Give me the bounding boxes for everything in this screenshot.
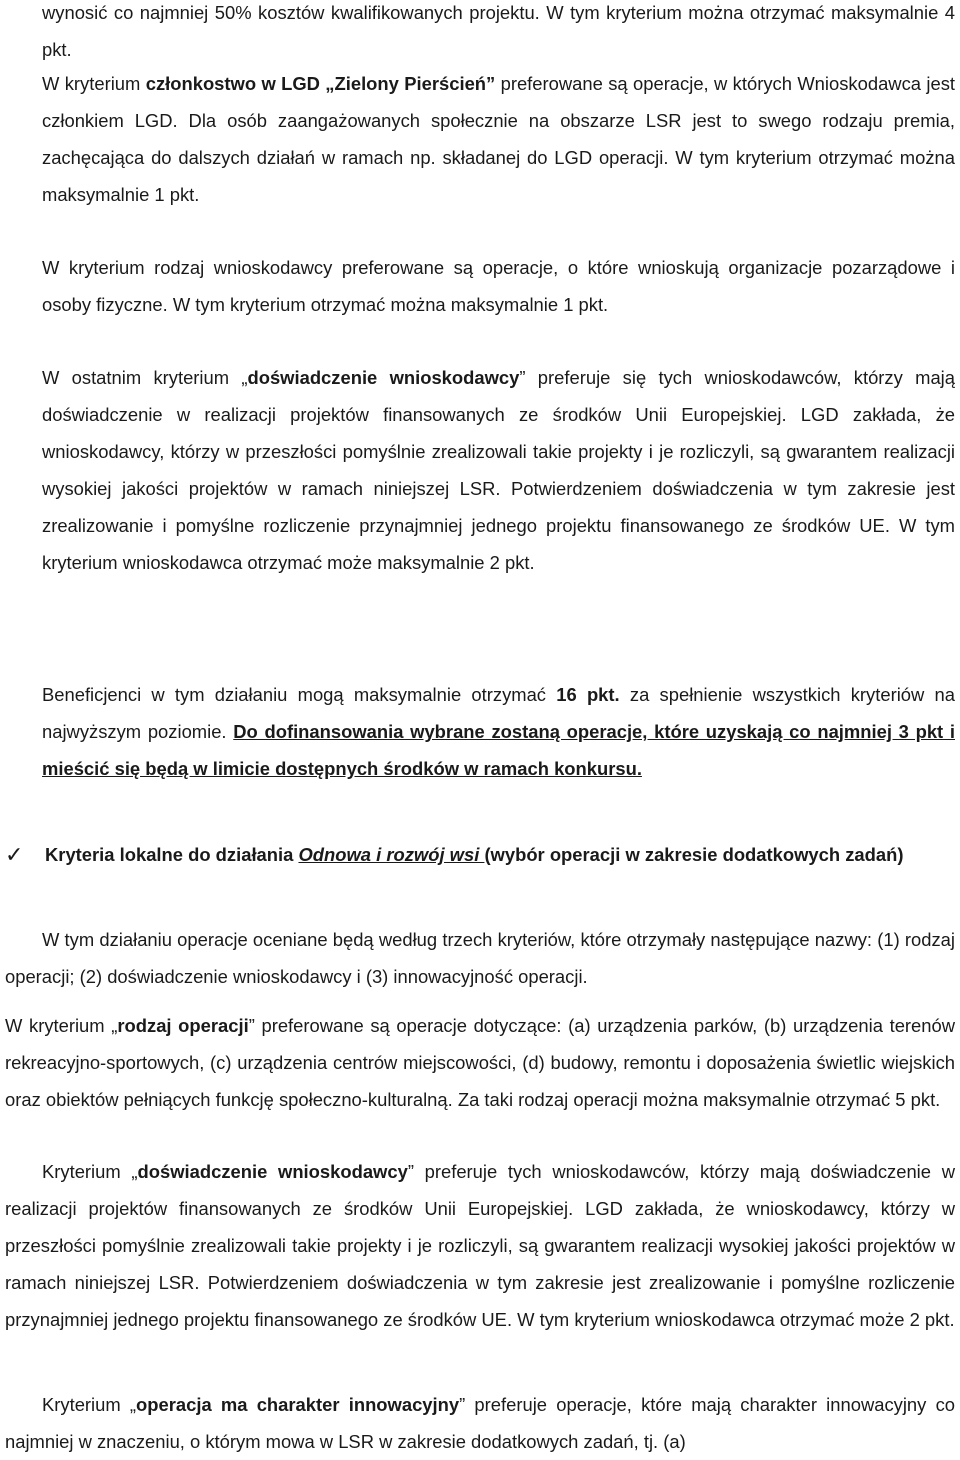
paragraph-text-pre: W ostatnim kryterium „ xyxy=(42,367,248,388)
paragraph-text-pre: Kryterium „ xyxy=(42,1394,137,1415)
paragraph-text-post: ” preferuje tych wnioskodawców, którzy mają doświadczenie w realizacji projektów finansowanych ze środków Unii Europejskiej. LGD zakłada, że wnioskodawcy, którzy w przeszłości pomyślnie zrealizowali takie projekty i je rozliczyli, są gwarantem realizacji wysokiej jakości projektów w ramach niniejszej LSR. Potwierdzeniem doświadczenia w tym zakresie jest zrealizowanie i pomyślne rozliczenie przynajmniej jednego projektu finansowanego ze środków UE. W tym kryterium wnioskodawca otrzymać może 2 pkt. xyxy=(5,1161,955,1330)
paragraph-lgd-membership xyxy=(0,65,960,213)
heading-post: (wybór operacji w zakresie dodatkowych zadań) xyxy=(484,844,904,865)
paragraph-text-pre: Kryterium „ xyxy=(42,1161,138,1182)
paragraph-text: W tym działaniu operacje oceniane będą według trzech kryteriów, które otrzymały następujące nazwy: (1) rodzaj operacji; (2) doświadczenie wnioskodawcy i (3) innowacyjność operacji. xyxy=(5,929,955,987)
paragraph-text-mid: za spełnienie wszystkich kryteriów na najwyższym poziomie. xyxy=(42,684,956,742)
criterion-term: członkostwo w LGD „Zielony Pierścień” xyxy=(145,73,496,94)
paragraph-text-post: preferowane są operacje, w których Wnioskodawca jest członkiem LGD. Dla osób zaangażowanych społecznie na obszarze LSR jest to swego rodzaju premia, zachęcająca do dalszych działań w ramach np. składanej do LGD operacji. W tym kryterium otrzymać można maksymalnie 1 pkt. xyxy=(42,73,955,205)
paragraph-text-pre: W kryterium „ xyxy=(5,1015,118,1036)
criterion-term: operacja ma charakter innowacyjny xyxy=(136,1394,460,1415)
paragraph-text-pre: W kryterium xyxy=(42,73,146,94)
paragraph-text-post: ” preferuje operacje, które mają charakter innowacyjny co najmniej w znaczeniu, o którym mowa w LSR w zakresie dodatkowych zadań, tj. (a) xyxy=(5,1394,955,1452)
funding-condition-text: Do dofinansowania wybrane zostaną operacje, które uzyskają co najmniej 3 pkt i mieścić się będą w limicie dostępnych środków w ramach konkursu. xyxy=(42,721,955,779)
criterion-term: doświadczenie wnioskodawcy xyxy=(247,367,520,388)
paragraph-criteria-overview xyxy=(0,921,960,995)
paragraph-text-pre: Beneficjenci w tym działaniu mogą maksymalnie otrzymać xyxy=(42,684,557,705)
criterion-term: rodzaj operacji xyxy=(117,1015,249,1036)
heading-pre: Kryteria lokalne do działania xyxy=(45,844,299,865)
paragraph-max-points xyxy=(0,676,960,787)
paragraph-text: wynosić co najmniej 50% kosztów kwalifikowanych projektu. W tym kryterium można otrzymać maksymalnie 4 pkt. xyxy=(42,2,955,60)
action-name: Odnowa i rozwój wsi xyxy=(298,844,485,865)
paragraph-applicant-experience xyxy=(0,359,960,581)
paragraph-innovation xyxy=(0,1386,960,1460)
section-heading-text xyxy=(45,836,955,873)
paragraph-text-post: ” preferuje się tych wnioskodawców, którzy mają doświadczenie w realizacji projektów finansowanych ze środków Unii Europejskiej. LGD zakłada, że wnioskodawcy, którzy w przeszłości pomyślnie zrealizowali takie projekty i je rozliczyli, są gwarantem realizacji wysokiej jakości projektów w ramach niniejszej LSR. Potwierdzeniem doświadczenia w tym zakresie jest zrealizowanie i pomyślne rozliczenie przynajmniej jednego projektu finansowanego ze środków UE. W tym kryterium wnioskodawca otrzymać może maksymalnie 2 pkt. xyxy=(42,367,955,573)
paragraph-operation-type xyxy=(0,1007,960,1118)
checkmark-icon: ✓ xyxy=(5,842,24,867)
max-points-value: 16 pkt. xyxy=(556,684,620,705)
paragraph-eligible-costs xyxy=(0,0,960,68)
paragraph-applicant-type xyxy=(0,249,960,323)
paragraph-text-post: ” preferowane są operacje dotyczące: (a) urządzenia parków, (b) urządzenia terenów rekreacyjno-sportowych, (c) urządzenia centrów miejscowości, (d) budowy, remontu i doposażenia świetlic wiejskich oraz obiektów pełniących funkcję społeczno-kulturalną. Za taki rodzaj operacji można maksymalnie otrzymać 5 pkt. xyxy=(5,1015,956,1110)
paragraph-text: W kryterium rodzaj wnioskodawcy preferowane są operacje, o które wnioskują organizacje pozarządowe i osoby fizyczne. W tym kryterium otrzymać można maksymalnie 1 pkt. xyxy=(42,257,955,315)
paragraph-applicant-experience-2 xyxy=(0,1153,960,1338)
section-heading xyxy=(0,836,960,873)
criterion-term: doświadczenie wnioskodawcy xyxy=(137,1161,408,1182)
